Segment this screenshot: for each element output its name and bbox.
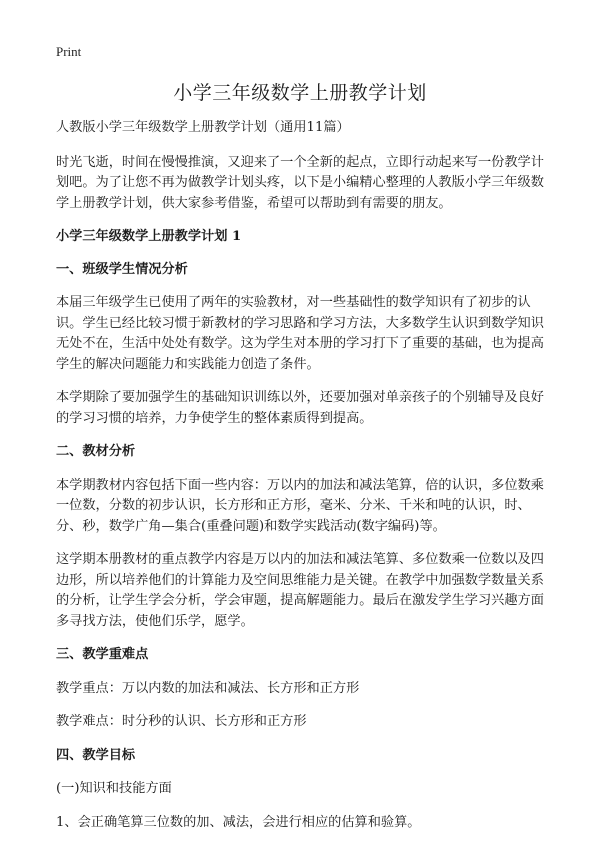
document-body (56, 118, 546, 846)
section-paragraph: 本学期教材内容包括下面一些内容：万以内的加法和减法笔算，倍的认识，多位数乘一位数，分数的初步认识，长方形和正方形，毫米、分米、千米和吨的认识，时、分、秒，数学广角—集合(重叠问题)和数学实践活动(数字编码)等。 (56, 477, 544, 534)
section-paragraph: 1、会正确笔算三位数的加、减法，会进行相应的估算和验算。 (56, 814, 421, 830)
print-link[interactable]: Print (56, 44, 82, 59)
page-title: 小学三年级数学上册教学计划 (173, 82, 427, 104)
section-heading: 一、班级学生情况分析 (56, 261, 188, 277)
section-paragraph: 本学期除了要加强学生的基础知识训练以外，还要加强对单亲孩子的个别辅导及良好的学习习惯的培养，力争使学生的整体素质得到提高。 (56, 390, 544, 426)
intro-paragraph: 时光飞逝，时间在慢慢推演，又迎来了一个全新的起点，立即行动起来写一份教学计划吧。为了让您不再为做教学计划头疼，以下是小编精心整理的人教版小学三年级数学上册教学计划，供大家参考借鉴，希望可以帮助到有需要的朋友。 (56, 154, 544, 211)
section-paragraph: 教学重点：万以内数的加法和减法、长方形和正方形 (56, 680, 360, 696)
section-heading: 二、教材分析 (56, 444, 136, 459)
section-paragraph: (一)知识和技能方面 (56, 781, 172, 796)
section-paragraph: 这学期本册教材的重点教学内容是万以内的加法和减法笔算、多位数乘一位数以及四边形，所以培养他们的计算能力及空间思维能力是关键。在教学中加强数学数量关系的分析，让学生学会分析，学会审题，提高解题能力。最后在激发学生学习兴趣方面多寻找方法，使他们乐学，愿学。 (56, 552, 544, 629)
document-subtitle: 人教版小学三年级数学上册教学计划（通用11篇） (56, 120, 350, 135)
section-heading: 三、教学重难点 (56, 647, 149, 662)
plan-heading: 小学三年级数学上册教学计划 1 (56, 229, 242, 244)
section-heading: 四、教学目标 (56, 747, 136, 763)
section-paragraph: 本届三年级学生已使用了两年的实验教材，对一些基础性的数学知识有了初步的认识。学生已经比较习惯于新教材的学习思路和学习方法，大多数学生认识到数学知识无处不在，生活中处处有数学。这为学生对本册的学习打下了重要的基础，也为提高学生的解决问题能力和实践能力创造了条件。 (56, 295, 544, 372)
section-paragraph: 教学难点：时分秒的认识、长方形和正方形 (56, 714, 307, 729)
